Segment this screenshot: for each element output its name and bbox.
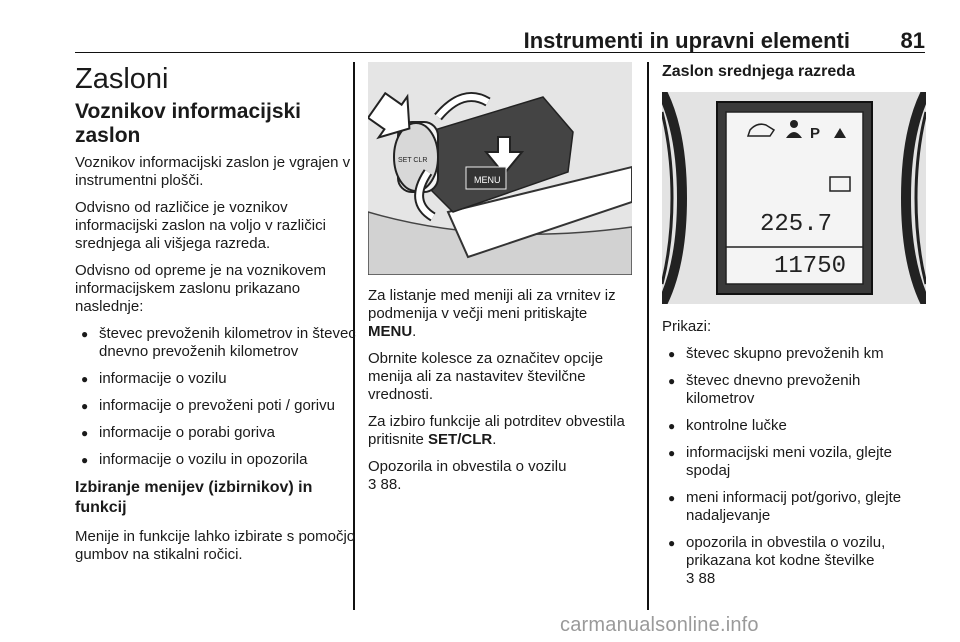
bullet-list xyxy=(75,325,365,469)
paragraph: Prikazi: xyxy=(662,318,712,335)
paragraph: Odvisno od opreme je na voznikovem informacijskem zaslonu prikazano naslednje: xyxy=(75,262,326,315)
page-reference: 3 88 xyxy=(686,570,716,587)
watermark: carmanualsonline.info xyxy=(560,614,759,636)
trip-odometer-value: 225.7 xyxy=(760,211,833,238)
column-2 xyxy=(368,62,634,503)
list-item: ● informacijski meni vozila, glejte spodaj xyxy=(662,444,932,480)
paragraph: Opozorila in obvestila o vozilu 3 88. xyxy=(368,458,567,493)
list-item: ● informacije o prevoženi poti / gorivu xyxy=(75,397,365,415)
list-item: ● števec prevoženih kilometrov in števec dnevno prevoženih kilometrov xyxy=(75,325,365,361)
list-item: ● opozorila in obvestila o vozilu, prikazana kot kodne številke 3 88 xyxy=(662,534,932,588)
paragraph: Voznikov informacijski zaslon je vgrajen v instrumentni plošči. xyxy=(75,154,351,189)
list-item: ● informacije o vozilu in opozorila xyxy=(75,451,365,469)
column-3 xyxy=(662,62,932,597)
page-number: 81 xyxy=(900,28,925,53)
page-reference: 3 88. xyxy=(368,476,402,493)
column-1 xyxy=(75,62,365,573)
stalk-svg xyxy=(368,62,632,275)
list-item: ● informacije o vozilu xyxy=(75,370,365,388)
subheading: Izbiranje menijev (izbirnikov) in funkcij xyxy=(75,479,313,516)
list-item: ● števec dnevno prevoženih kilometrov xyxy=(662,372,932,408)
menu-button-label: MENU xyxy=(474,175,501,185)
header-title: Instrumenti in upravni elementi xyxy=(523,28,850,53)
paragraph: Obrnite kolesce za označitev opcije menija ali za nastavitev številčne vrednosti. xyxy=(368,350,604,403)
list-item: ● kontrolne lučke xyxy=(662,417,932,435)
list-item: ● števec skupno prevoženih km xyxy=(662,345,932,363)
subheading: Zaslon srednjega razreda xyxy=(662,63,855,80)
bullet-list xyxy=(662,345,932,588)
column-divider xyxy=(647,62,649,610)
paragraph: Za izbiro funkcije ali potrditev obvestila pritisnite SET/CLR. xyxy=(368,413,625,448)
paragraph: Odvisno od različice je voznikov informacijski zaslon na voljo v različici srednjega ali višjega razreda. xyxy=(75,199,326,252)
page-header xyxy=(75,8,925,53)
display-svg xyxy=(662,92,926,304)
list-item: ● meni informacij pot/gorivo, glejte nadaljevanje xyxy=(662,489,932,525)
paragraph: Za listanje med meniji ali za vrnitev iz podmenija v večji meni pritiskajte MENU. xyxy=(368,287,616,340)
list-item: ● informacije o porabi goriva xyxy=(75,424,365,442)
svg-text:P: P xyxy=(810,125,821,142)
odometer-value: 11750 xyxy=(774,253,847,280)
subsection-title: Voznikov informacijski zaslon xyxy=(75,100,302,147)
paragraph: Menije in funkcije lahko izbirate s pomočjo gumbov na stikalni ročici. xyxy=(75,528,356,563)
stalk-illustration xyxy=(368,62,632,275)
section-title: Zasloni xyxy=(75,63,169,95)
set-button-label: SET CLR xyxy=(398,157,428,164)
display-illustration xyxy=(662,92,926,304)
